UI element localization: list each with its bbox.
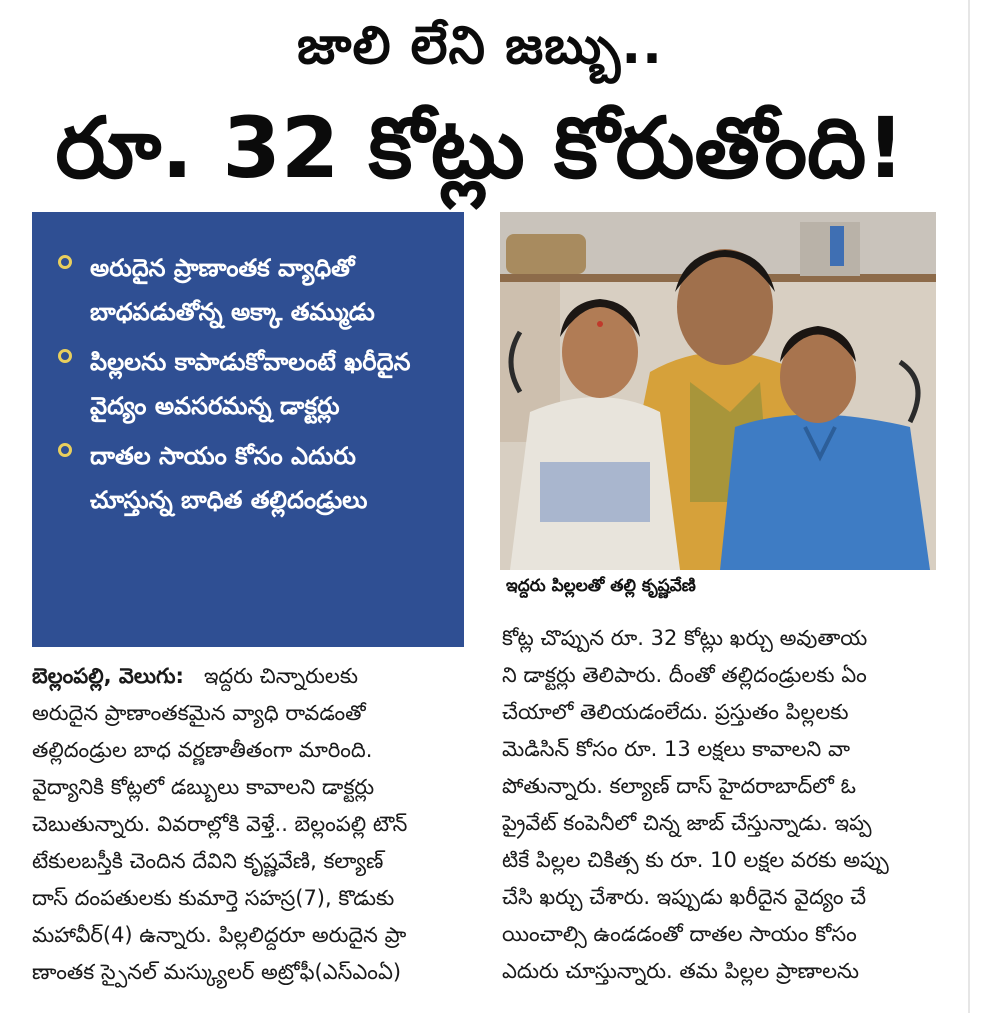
article-left-column xyxy=(32,658,472,991)
article-line: చేయాలో తెలియడంలేదు. ప్రస్తుతం పిల్లలకు xyxy=(502,700,849,724)
highlight-text: పిల్లలను కాపాడుకోవాలంటే ఖరీదైన వైద్యం అవసరమన్న డాక్టర్లు xyxy=(90,348,411,420)
article-line: దాస్ దంపతులకు కుమార్తె సహస్ర(7), కొడుకు xyxy=(32,886,395,910)
article-line: చేసి ఖర్చు చేశారు. ఇప్పుడు ఖరీదైన వైద్యం చే xyxy=(502,885,867,909)
article-line: పోతున్నారు. కల్యాణ్ దాస్ హైదరాబాద్‌లో ఓ xyxy=(502,774,856,798)
ring-bullet-icon xyxy=(58,255,72,269)
article-line: టికే పిల్లల చికిత్స కు రూ. 10 లక్షల వరకు అప్పు xyxy=(502,848,889,872)
highlight-item xyxy=(58,340,446,428)
ring-bullet-icon xyxy=(58,349,72,363)
headline-main: రూ. 32 కోట్లు కోరుతోంది! xyxy=(55,99,905,197)
article-line: టేకులబస్తీకి చెందిన దేవిని కృష్ణవేణి, కల్యాణ్ xyxy=(32,849,384,873)
article-right-column xyxy=(502,620,938,990)
highlight-item xyxy=(58,246,446,334)
highlights-box xyxy=(32,212,464,647)
column-rule xyxy=(968,0,970,1013)
article-line: యించాల్సి ఉండడంతో దాతల సాయం కోసం xyxy=(502,922,857,946)
article-line: మెడిసిన్ కోసం రూ. 13 లక్షలు కావాలని వా xyxy=(502,737,850,761)
headline-kicker: జాలి లేని జబ్బు.. xyxy=(297,16,663,76)
ring-bullet-icon xyxy=(58,443,72,457)
family-photo-illustration xyxy=(500,212,936,570)
article-line: అరుదైన ప్రాణాంతకమైన వ్యాధి రావడంతో xyxy=(32,701,366,725)
photo-caption: ఇద్దరు పిల్లలతో తల్లి కృష్ణవేణి xyxy=(506,576,696,596)
article-line: కోట్ల చొప్పున రూ. 32 కోట్లు ఖర్చు అవుతాయ xyxy=(502,626,868,650)
article-line: ఎదురు చూస్తున్నారు. తమ పిల్లల ప్రాణాలను xyxy=(502,959,859,983)
highlight-text: అరుదైన ప్రాణాంతక వ్యాధితో బాధపడుతోన్న అక్కా తమ్ముడు xyxy=(90,254,375,326)
article-line: తల్లిదండ్రుల బాధ వర్ణణాతీతంగా మారింది. xyxy=(32,738,373,762)
dateline: బెల్లంపల్లి, వెలుగు: xyxy=(32,664,184,688)
article-line xyxy=(32,658,472,695)
article-line: ణాంతక స్పైనల్ మస్క్యులర్ అట్రోఫీ(ఎస్ఎంఏ) xyxy=(32,960,402,984)
article-line: మహావీర్(4) ఉన్నారు. పిల్లలిద్దరూ అరుదైన ప్రా xyxy=(32,923,407,947)
article-line-text: ఇద్దరు చిన్నారులకు xyxy=(203,664,359,688)
highlight-item xyxy=(58,434,446,522)
family-photo xyxy=(500,212,936,570)
article-line: ప్రైవేట్ కంపెనీలో చిన్న జాబ్ చేస్తున్నాడు. ఇప్ప xyxy=(502,811,872,835)
highlight-text: దాతల సాయం కోసం ఎదురు చూస్తున్న బాధిత తల్లిదండ్రులు xyxy=(90,442,368,514)
article-line: ని డాక్టర్లు తెలిపారు. దీంతో తల్లిదండ్రులకు ఏం xyxy=(502,663,867,687)
article-line: వైద్యానికి కోట్లలో డబ్బులు కావాలని డాక్టర్లు xyxy=(32,775,375,799)
article-line: చెబుతున్నారు. వివరాల్లోకి వెళ్తే.. బెల్లంపల్లి టౌన్ xyxy=(32,812,408,836)
